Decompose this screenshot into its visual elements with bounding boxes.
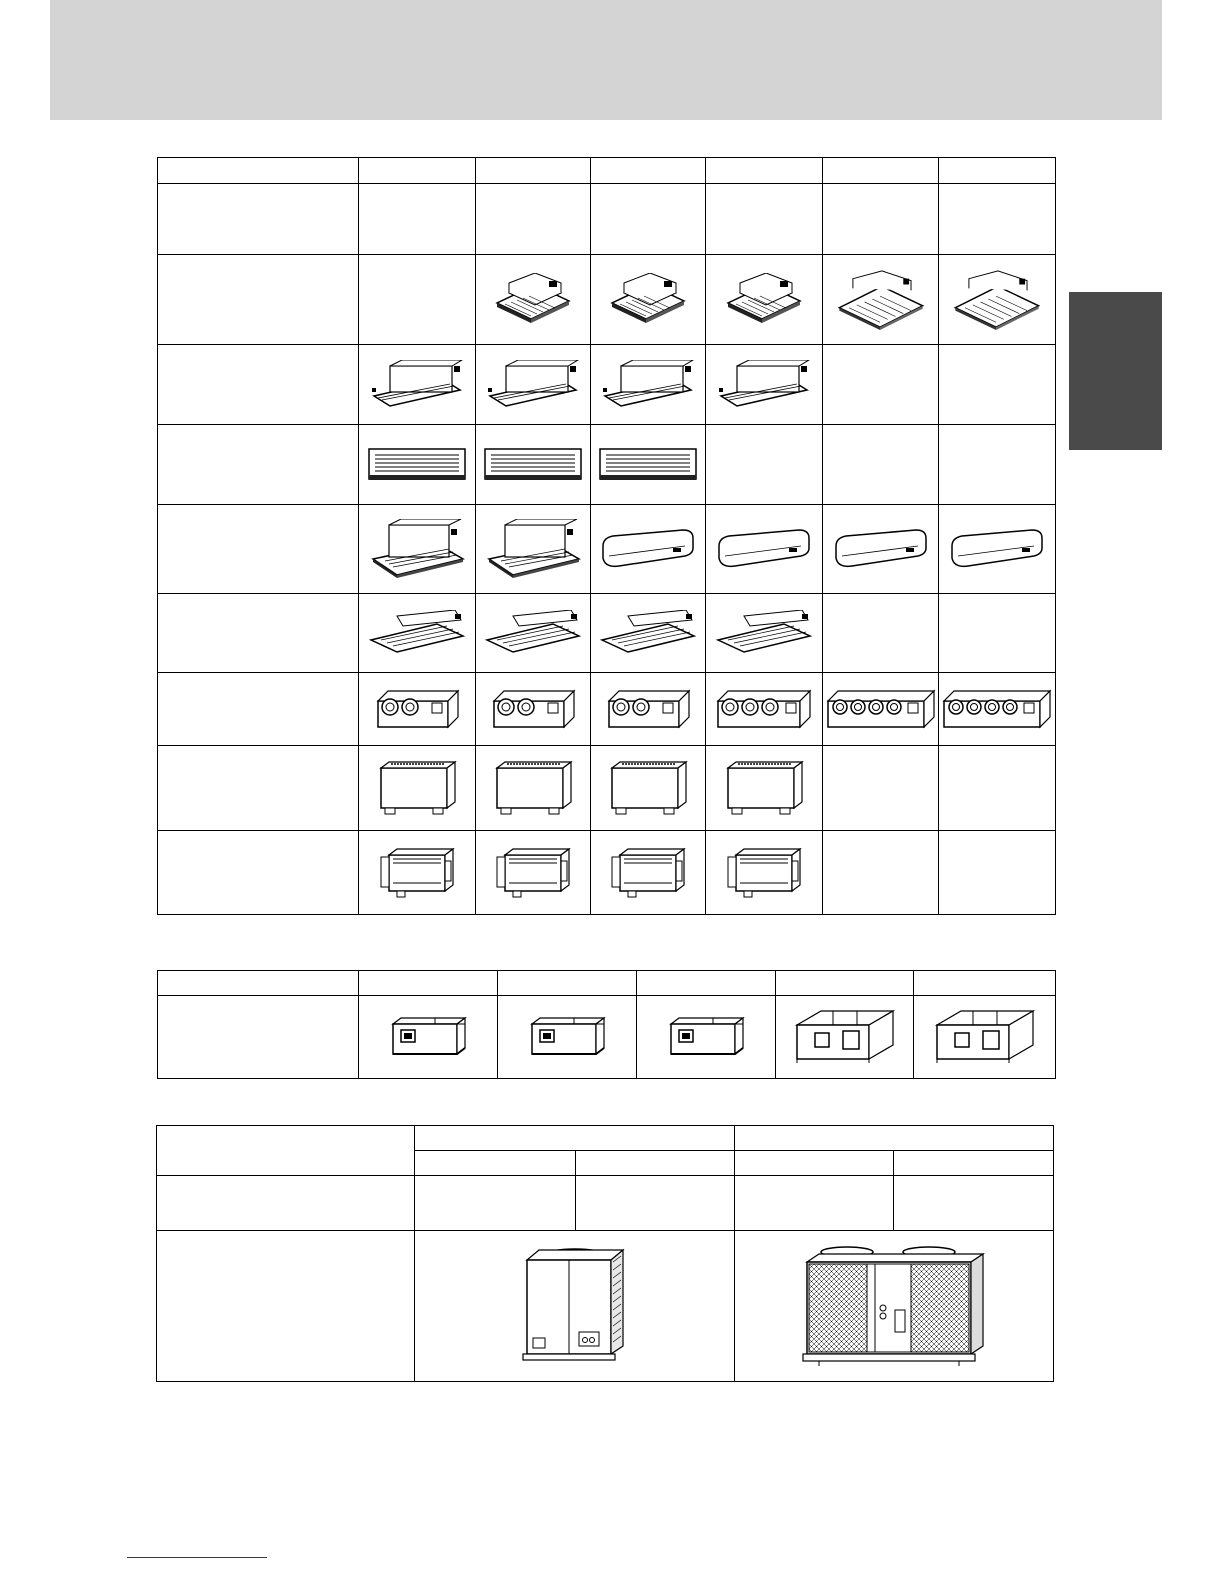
floor-standing-row (158, 746, 1056, 831)
indoor-units-table (157, 157, 1056, 915)
floor-unit-icon (493, 760, 573, 816)
wall-unit-icon (598, 447, 698, 483)
slim-cassette-row (158, 594, 1056, 673)
model-header-cell (576, 1151, 735, 1176)
group-header-cell (415, 1126, 735, 1151)
model-header-cell (894, 1151, 1054, 1176)
model-header-cell (359, 971, 498, 996)
model-header-cell (359, 158, 476, 184)
empty-cell (359, 255, 476, 345)
duct-2-icon (372, 687, 462, 731)
model-header-cell (498, 971, 637, 996)
wall-unit-icon (483, 447, 583, 483)
label-cell (158, 255, 359, 345)
high-static-duct-icon (526, 1014, 608, 1060)
empty-cell (939, 831, 1056, 915)
outdoor-unit-twin-icon (799, 1244, 989, 1368)
empty-cell (823, 345, 939, 425)
large-duct-unit-icon (933, 1007, 1037, 1067)
model-header-cell (706, 158, 823, 184)
high-static-duct-icon (665, 1014, 747, 1060)
ceiling-suspended-icon (948, 528, 1046, 570)
model-header-cell (939, 158, 1056, 184)
spec-cell (415, 1176, 576, 1231)
empty-cell (823, 746, 939, 831)
two-way-cassette-row (158, 345, 1056, 425)
label-cell (158, 425, 359, 505)
ceiling-suspended-icon (715, 528, 813, 570)
label-cell (157, 1231, 415, 1382)
cassette-icon (606, 273, 690, 327)
slim-cassette-icon (598, 610, 698, 656)
concealed-floor-icon (610, 847, 686, 899)
concealed-floor-icon (495, 847, 571, 899)
empty-cell (823, 594, 939, 673)
concealed-floor-row (158, 831, 1056, 915)
footer-link-underline[interactable] (127, 1557, 267, 1558)
label-cell (158, 158, 359, 184)
group-header-cell (735, 1126, 1054, 1151)
cassette-icon (722, 273, 806, 327)
floor-unit-icon (377, 760, 457, 816)
empty-cell (939, 594, 1056, 673)
group-header-row (157, 1126, 1054, 1151)
large-cassette-icon (950, 269, 1044, 331)
label-cell (158, 746, 359, 831)
duct-3-icon (714, 687, 814, 731)
ceiling-suspended-icon (832, 528, 930, 570)
duct-4-icon (826, 687, 936, 731)
slim-cassette-icon (714, 610, 814, 656)
slim-cassette-icon (367, 610, 467, 656)
outdoor-unit-single-icon (519, 1246, 631, 1366)
model-header-cell (476, 158, 591, 184)
ducted-row (158, 673, 1056, 746)
two-way-cassette-icon (486, 360, 580, 410)
label-cell (158, 831, 359, 915)
two-way-cassette-icon (717, 360, 811, 410)
floor-unit-icon (608, 760, 688, 816)
model-header-cell (415, 1151, 576, 1176)
label-cell (158, 594, 359, 673)
cassette-deep-icon (483, 519, 583, 579)
duct-4-icon (942, 687, 1052, 731)
empty-cell (939, 345, 1056, 425)
wall-mounted-row (158, 425, 1056, 505)
two-way-cassette-icon (370, 360, 464, 410)
duct-2-icon (603, 687, 693, 731)
spec-cell (735, 1176, 894, 1231)
large-cassette-icon (834, 269, 928, 331)
label-cell (158, 971, 359, 996)
spec-row (158, 184, 1056, 255)
label-cell (158, 184, 359, 255)
label-cell (158, 345, 359, 425)
wall-unit-icon (367, 447, 467, 483)
header-row (158, 971, 1056, 996)
header-row (158, 158, 1056, 184)
spec-cell (359, 184, 476, 255)
large-duct-unit-icon (793, 1007, 897, 1067)
cassette-deep-icon (367, 519, 467, 579)
empty-cell (939, 425, 1056, 505)
concealed-floor-icon (379, 847, 455, 899)
model-header-cell (914, 971, 1056, 996)
section-tab (1069, 292, 1162, 450)
concealed-floor-icon (726, 847, 802, 899)
label-cell (158, 673, 359, 746)
model-header-cell (776, 971, 914, 996)
floor-unit-icon (724, 760, 804, 816)
ducted-units-table (157, 970, 1056, 1079)
outdoor-icon-row (157, 1231, 1054, 1382)
header-band (50, 0, 1162, 120)
spec-cell (476, 184, 591, 255)
ducted-icon-row (158, 996, 1056, 1079)
spec-cell (706, 184, 823, 255)
duct-2-icon (488, 687, 578, 731)
four-way-cassette-row (158, 255, 1056, 345)
empty-cell (706, 425, 823, 505)
ceiling-suspended-icon (599, 528, 697, 570)
spec-cell (591, 184, 706, 255)
spec-cell (823, 184, 939, 255)
empty-cell (939, 746, 1056, 831)
mixed-cassette-ceiling-row (158, 505, 1056, 594)
empty-cell (823, 831, 939, 915)
spec-cell (939, 184, 1056, 255)
model-header-cell (823, 158, 939, 184)
model-header-cell (735, 1151, 894, 1176)
spec-cell (576, 1176, 735, 1231)
model-header-cell (637, 971, 776, 996)
label-cell (157, 1176, 415, 1231)
empty-cell (823, 425, 939, 505)
cassette-icon (491, 273, 575, 327)
high-static-duct-icon (387, 1014, 469, 1060)
spec-cell (894, 1176, 1054, 1231)
two-way-cassette-icon (601, 360, 695, 410)
label-cell (158, 996, 359, 1079)
slim-cassette-icon (483, 610, 583, 656)
label-cell (157, 1126, 415, 1176)
outdoor-units-table (156, 1125, 1054, 1382)
model-header-cell (591, 158, 706, 184)
spec-row (157, 1176, 1054, 1231)
label-cell (158, 505, 359, 594)
